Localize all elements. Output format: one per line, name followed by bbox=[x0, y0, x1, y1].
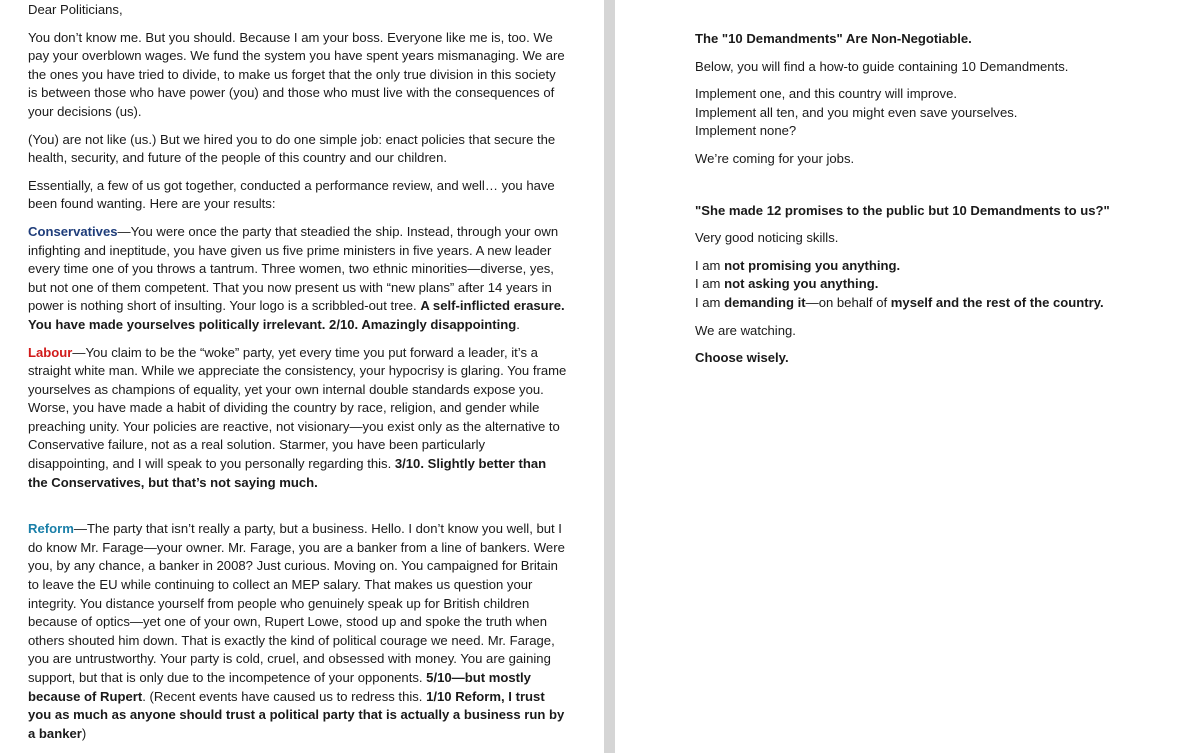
i-am-prefix-1: I am bbox=[695, 257, 725, 273]
implement-none: Implement none? bbox=[695, 123, 797, 139]
i-am-row-3 bbox=[695, 295, 1104, 310]
implement-all: Implement all ten, and you might even save yourselves. bbox=[695, 104, 1018, 120]
quote-line bbox=[695, 202, 1185, 221]
page-gutter bbox=[604, 0, 615, 753]
party-name-conservatives: Conservatives bbox=[28, 223, 118, 239]
demandments-heading bbox=[695, 30, 1185, 49]
paragraph-review: Essentially, a few of us got together, conducted a performance review, and well… you have been found wanting. Here are your results: bbox=[28, 177, 555, 212]
party-name-labour: Labour bbox=[28, 344, 73, 360]
section-conservatives bbox=[28, 223, 568, 335]
section-reform bbox=[28, 520, 568, 743]
paragraph-intro: You don’t know me. But you should. Because I am your boss. Everyone like me is, too. We pay your overblown wages. We fund the system you have spent years mismanaging. We are the ones you have tried to divide, to make us forget that the only true division in this society is between those who have power (you) and those who must live with the consequences of your decisions (us). bbox=[28, 29, 565, 119]
choose-wisely: Choose wisely. bbox=[695, 350, 789, 366]
reform-verdict-original: 5/10—but mostly because of Rupert bbox=[28, 670, 531, 704]
not-promising: not promising you anything. bbox=[724, 257, 901, 273]
implement-one: Implement one, and this country will improve. bbox=[695, 86, 957, 102]
reform-end: ) bbox=[81, 725, 87, 741]
conservatives-body: —You were once the party that steadied the ship. Instead, through your own infighting and ineptitude, you have given us five prime ministers in five years. A new leader every time one of you throws a tantrum. Three women, two ethnic minorities—diverse, yes, but not one of them competent. That you now present us with “new plans” after 14 years in power is nothing short of insulting. Your logo is a scribbled-out tree. bbox=[28, 223, 559, 314]
implement-lines bbox=[695, 85, 1185, 141]
document-page-right bbox=[615, 0, 1200, 753]
i-am-lines bbox=[695, 257, 1185, 313]
watching-line: We are watching. bbox=[695, 322, 796, 338]
i-am-row-2 bbox=[695, 276, 878, 291]
demandments-heading-text: The "10 Demandments" Are Non-Negotiable. bbox=[695, 31, 972, 46]
labour-body: —You claim to be the “woke” party, yet every time you put forward a leader, it’s a straight white man. While we appreciate the consistency, your hypocrisy is glaring. You frame yourselves as champions of equality, yet your own internal double standards expose you. Worse, you have made a habit of dividing the country by race, religion, and gender while preaching unity. Your policies are reactive, not visionary—you exist only as the alternative to Conservative failure, not as a real solution. Starmer, you have been particularly disappointing, and I will speak to you personally regarding this. bbox=[28, 344, 567, 472]
conservatives-end: . bbox=[516, 316, 520, 332]
noticing-line: Very good noticing skills. bbox=[695, 230, 839, 246]
labour-verdict: 3/10. Slightly better than the Conservatives, but that’s not saying much. bbox=[28, 456, 547, 490]
on-behalf-of: —on behalf of bbox=[805, 294, 891, 310]
myself-and-country: myself and the rest of the country. bbox=[890, 294, 1104, 310]
salutation: Dear Politicians, bbox=[28, 2, 123, 17]
section-labour bbox=[28, 344, 568, 493]
choose-line bbox=[695, 349, 1185, 368]
letter-body bbox=[28, 1, 568, 752]
demandments-intro: Below, you will find a how-to guide containing 10 Demandments. bbox=[695, 58, 1069, 74]
quote-text: "She made 12 promises to the public but 10 Demandments to us?" bbox=[695, 202, 1110, 218]
demandments-body bbox=[695, 30, 1185, 377]
reform-verdict-revised: 1/10 Reform, I trust you as much as anyone should trust a political party that is actually a business run by a banker bbox=[28, 688, 565, 741]
i-am-prefix-2: I am bbox=[695, 276, 725, 292]
conservatives-verdict: A self-inflicted erasure. You have made yourselves politically irrelevant. 2/10. Amazingly disappointing bbox=[28, 298, 565, 332]
jobs-line: We’re coming for your jobs. bbox=[695, 150, 855, 166]
paragraph-hired: (You) are not like (us.) But we hired you to do one simple job: enact policies that secure the health, security, and future of the people of this country and our children. bbox=[28, 131, 556, 166]
i-am-row-1 bbox=[695, 258, 900, 273]
party-name-reform: Reform bbox=[28, 521, 74, 537]
reform-body: —The party that isn’t really a party, but a business. Hello. I don’t know you well, but I do know Mr. Farage—your owner. Mr. Farage, you are a banker from a line of bankers. Were you, by any chance, a banker in 2008? Just curious. Moving on. You campaigned for Britain to leave the EU while continuing to collect an MEP salary. That makes us question your integrity. You distance yourself from people who genuinely speak up for British children because of optics—yet one of your own, Rupert Lowe, stood up and spoke the truth when others shouted him down. That is exactly the kind of political courage we need. Mr. Farage, you are untrustworthy. Your party is cold, cruel, and obsessed with money. You are gaining support, but that is only due to the incompetence of your opponents. bbox=[28, 521, 565, 685]
not-asking: not asking you anything. bbox=[724, 276, 879, 292]
reform-mid: . (Recent events have caused us to redress this. bbox=[142, 688, 427, 704]
i-am-prefix-3: I am bbox=[695, 294, 725, 310]
demanding-it: demanding it bbox=[724, 294, 806, 310]
